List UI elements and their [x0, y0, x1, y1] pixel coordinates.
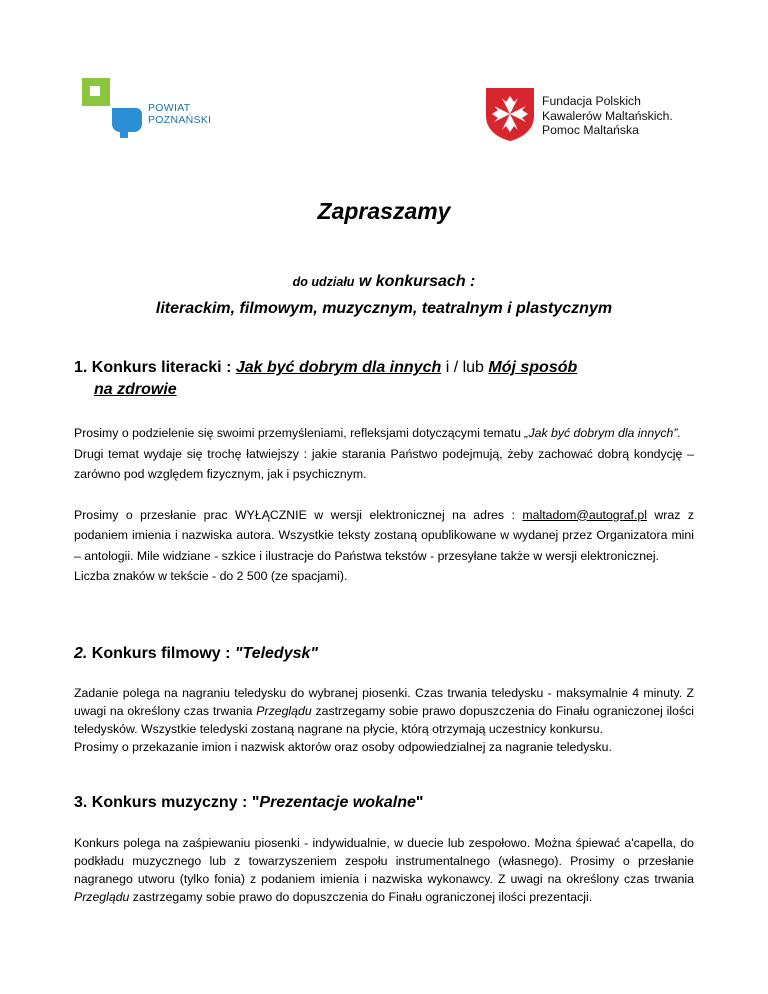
section3-body [74, 834, 694, 906]
section2-p1-text-b: zastrzegamy sobie prawo dopuszczenia do Finału ograniczonej ilości teledysków. Wszystkie teledyski zostaną nagrane na płycie, którą otrzymają uczestnicy konkursu. [74, 704, 694, 736]
section3-topic: Prezentacje wokalne [259, 794, 416, 811]
section3-heading [74, 794, 424, 812]
section1-paragraph-2: Drugi temat wydaje się trochę łatwiejszy : jakie starania Państwo podejmują, żeby zachować dobrą kondycję – zarówno pod względem fizycznym, jak i psychicznym. [74, 446, 694, 481]
section3-p1-text-b: zastrzegamy sobie prawo do dopuszczenia do Finału ograniczonej ilości prezentacji. [129, 890, 593, 904]
section2-p1-text: Zadanie polega na nagraniu teledysku do wybranej piosenki. Czas trwania teledysku - maksymalnie 4 minuty. Z uwagi na określony czas trwania [74, 686, 694, 718]
section1-paragraph-1 [74, 423, 694, 444]
powiat-logo-text [148, 102, 211, 126]
section2-heading [74, 645, 318, 663]
section1-body [74, 423, 694, 587]
section2-number: 2. [74, 645, 88, 662]
section1-p3-text: Prosimy o przesłanie prac WYŁĄCZNIE w wersji elektronicznej na adres : [74, 507, 523, 522]
section1-topic1: Jak być dobrym dla innych [235, 359, 442, 376]
section3-p1-emphasis: Przeglądu [74, 890, 130, 904]
contact-email-link[interactable]: maltadom@autograf.pl [522, 507, 647, 522]
section1-topic2-part1: Mój sposób [488, 359, 578, 376]
section1-separator: i / lub [441, 359, 489, 376]
section1-heading-prefix: 1. Konkurs literacki : [74, 359, 236, 376]
section2-paragraph-2: Prosimy o przekazanie imion i nazwisk aktorów oraz osoby odpowiedzialnej za nagranie teledysku. [74, 740, 612, 754]
section1-p3-text-b: wraz z podaniem imienia i nazwiska autora. Wszystkie teksty zostaną opublikowane w wydanej przez Organizatora mini – antologii. Mile widziane - szkice i ilustracje do Państwa tekstów - przesyłane także w wersji elektronicznej. [74, 507, 694, 563]
invitation-line-1 [0, 273, 768, 291]
page-title: Zapraszamy [317, 198, 451, 224]
section1-paragraph-3 [74, 505, 694, 567]
section3-p1-text: Konkurs polega na zaśpiewaniu piosenki - indywidualnie, w duecie lub zespołowo. Można śpiewać a'capella, do podkładu muzycznego lub z towarzyszeniem zespołu instrumentalnego (własnego). Prosimy o przesłanie nagranego utworu (tylko fonia) z podaniem imienia i nazwiska wykonawcy. Z uwagi na określony czas trwania [74, 836, 694, 886]
maltanska-logo-text [542, 94, 673, 138]
section1-heading [74, 357, 694, 401]
section1-p1-text: Prosimy o podzielenie się swoimi przemyśleniami, refleksjami dotyczącymi tematu [74, 426, 525, 440]
malta-logo-line1: Fundacja Polskich [542, 94, 641, 108]
maltanska-logo [484, 86, 684, 146]
malta-logo-line2: Kawalerów Maltańskich. [542, 108, 673, 123]
section1-p1-quote: „Jak być dobrym dla innych”. [524, 426, 681, 440]
section1-topic2-part2: na zdrowie [94, 381, 177, 398]
section2-body [74, 684, 694, 756]
maltese-cross-shield-icon [484, 86, 536, 142]
section3-heading-suffix: " [415, 794, 424, 811]
section3-heading-prefix: 3. Konkurs muzyczny : " [74, 794, 260, 811]
invitation-big-text: w konkursach : [354, 273, 476, 290]
invitation-small-text: do udziału [292, 275, 355, 289]
powiat-logo-line2: POZNAŃSKI [148, 114, 212, 126]
section2-p1-emphasis: Przeglądu [256, 704, 312, 718]
powiat-logo-mark [82, 78, 142, 138]
section2-heading-text: Konkurs filmowy : [87, 645, 235, 662]
powiat-logo-line1: POWIAT [148, 102, 191, 114]
powiat-poznanski-logo [82, 78, 232, 138]
section2-paragraph-1 [74, 684, 694, 738]
section3-paragraph-1 [74, 834, 694, 906]
invitation-line-2: literackim, filmowym, muzycznym, teatralnym i plastycznym [155, 300, 613, 317]
section1-paragraph-4: Liczba znaków w tekście - do 2 500 (ze spacjami). [74, 569, 348, 583]
section2-topic: "Teledysk" [234, 645, 318, 662]
malta-logo-line3: Pomoc Maltańska [542, 123, 639, 137]
